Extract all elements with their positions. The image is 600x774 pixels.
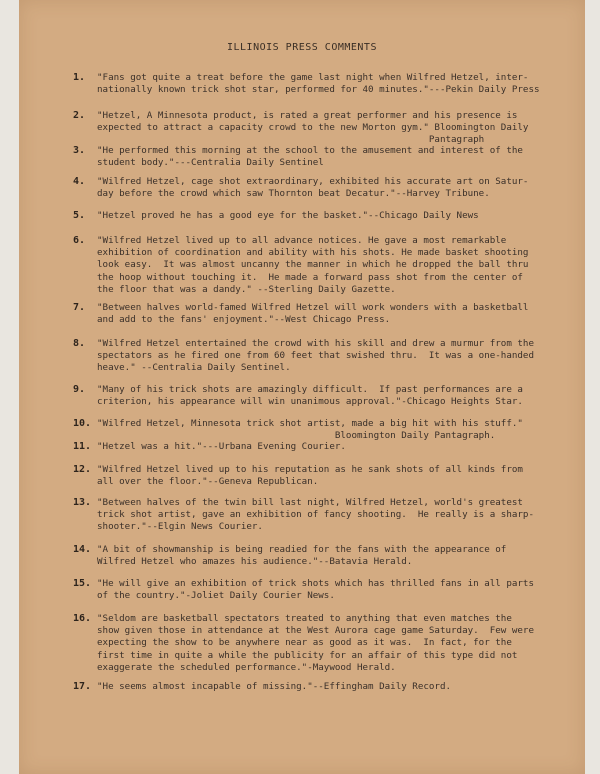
item-text: "Many of his trick shots are amazingly difficult. If past performances are a criterion, his appearance will win unanimous approval."-Chicago Heights Star.: [97, 384, 523, 408]
item-number: 8.: [73, 338, 86, 349]
item-text: "Wilfred Hetzel lived up to all advance notices. He gave a most remarkable exhibition of coordination and ability with his shots. He made basket shooting look easy. It was almost uncanny the manner in which he dropped the ball thru the hoop without touching it. He made a forward pass shot from the center of the floor that was a dandy." --Sterling Daily Gazette.: [97, 235, 529, 295]
item-text: "Fans got quite a treat before the game last night when Wilfred Hetzel, inter- nationally known trick shot star, performed for 40 minutes."---Pekin Daily Press: [97, 72, 540, 96]
item-text: "Hetzel, A Minnesota product, is rated a great performer and his presence is expected to attract a capacity crowd to the new Morton gym." Bloomington Daily Pantagraph: [97, 110, 529, 146]
item-number: 14.: [73, 544, 92, 555]
item-text: "Hetzel was a hit."---Urbana Evening Courier.: [97, 441, 346, 452]
item-number: 5.: [73, 210, 86, 221]
item-number: 4.: [73, 176, 86, 187]
item-number: 9.: [73, 384, 86, 395]
document-title: ILLINOIS PRESS COMMENTS: [227, 42, 377, 53]
item-number: 16.: [73, 613, 92, 624]
item-number: 15.: [73, 578, 92, 589]
item-text: "Wilfred Hetzel, cage shot extraordinary, exhibited his accurate art on Satur- day before the crowd which saw Thornton beat Decatur."--Harvey Tribune.: [97, 176, 529, 200]
item-text: "Between halves of the twin bill last night, Wilfred Hetzel, world's greatest trick shot artist, gave an exhibition of fancy shooting. He really is a sharp- shooter."--Elgin News Courier.: [97, 497, 534, 533]
item-number: 7.: [73, 302, 86, 313]
item-text: "He seems almost incapable of missing."--Effingham Daily Record.: [97, 681, 452, 692]
item-number: 10.: [73, 418, 92, 429]
item-text: "Between halves world-famed Wilfred Hetzel will work wonders with a basketball and add to the fans' enjoyment."--West Chicago Press.: [97, 302, 529, 326]
item-text: "He performed this morning at the school to the amusement and interest of the student body."---Centralia Daily Sentinel: [97, 145, 523, 169]
item-number: 6.: [73, 235, 86, 246]
item-text: "He will give an exhibition of trick shots which has thrilled fans in all parts of the country."-Joliet Daily Courier News.: [97, 578, 534, 602]
item-number: 12.: [73, 464, 92, 475]
item-text: "Wilfred Hetzel, Minnesota trick shot artist, made a big hit with his stuff." Bloomington Daily Pantagraph.: [97, 418, 523, 442]
item-text: "Hetzel proved he has a good eye for the basket."--Chicago Daily News: [97, 210, 479, 221]
item-number: 13.: [73, 497, 92, 508]
document-page: [19, 0, 585, 774]
item-text: "Seldom are basketball spectators treated to anything that even matches the show given those in attendance at the West Aurora cage game Saturday. Few were expecting the show to be anywhere near as good as it was. In fact, for the first time in quite a while the publicity for an affair of this type did not exaggerate the scheduled performance."-Maywood Herald.: [97, 613, 534, 673]
item-text: "Wilfred Hetzel entertained the crowd with his skill and drew a murmur from the spectators as he fired one from 60 feet that swished thru. It was a one-handed heave." --Centralia Daily Sentinel.: [97, 338, 534, 374]
item-number: 17.: [73, 681, 92, 692]
item-number: 2.: [73, 110, 86, 121]
item-number: 1.: [73, 72, 86, 83]
item-text: "Wilfred Hetzel lived up to his reputation as he sank shots of all kinds from all over the floor."--Geneva Republican.: [97, 464, 523, 488]
item-number: 3.: [73, 145, 86, 156]
item-text: "A bit of showmanship is being readied for the fans with the appearance of Wilfred Hetzel who amazes his audience."--Batavia Herald.: [97, 544, 507, 568]
item-number: 11.: [73, 441, 92, 452]
